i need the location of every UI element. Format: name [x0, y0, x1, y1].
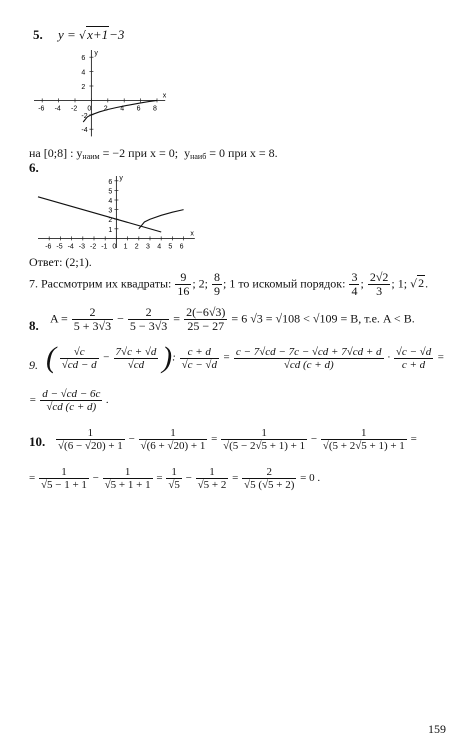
p10-g5-den: √5 (√5 + 2) — [244, 479, 295, 491]
p10-eq2: = — [410, 433, 417, 446]
p8-rest: = 6 √3 = √108 < √109 = B, т.е. A < B. — [231, 311, 415, 326]
p7-mid: ; 1 то искомый порядок: — [223, 276, 346, 291]
p10-g2-den: √5 + 1 + 1 — [104, 479, 151, 491]
p10-frac-2 — [139, 427, 208, 452]
p8-minus: − — [117, 311, 124, 326]
p10-m2: − — [310, 433, 318, 446]
x-tick-label: 4 — [120, 105, 125, 113]
p9-minus: − — [102, 351, 110, 364]
p9-end: . — [106, 394, 109, 407]
x-tick-label: 3 — [146, 243, 150, 251]
y-tick-label: -2 — [81, 112, 88, 120]
p10-end: = 0 . — [300, 472, 321, 485]
y-tick-label: 4 — [81, 69, 86, 77]
p7-frac-2 — [212, 271, 222, 298]
p8-frac-3 — [184, 306, 227, 333]
answer-5-min-sub: наим — [82, 152, 100, 161]
p10-eq4: = — [232, 472, 239, 485]
p8-eq: = — [173, 311, 181, 326]
x-tick-label: -3 — [78, 243, 86, 251]
answer-5-max: = 0 при x = 8. — [209, 146, 278, 160]
p8-f1-den: 5 + 3√3 — [73, 319, 112, 333]
p10-g1-den: √5 − 1 + 1 — [40, 479, 87, 491]
y-tick-label: 4 — [108, 198, 113, 205]
p8-f2-den: 5 − 3√3 — [129, 319, 168, 333]
p8-a: A = — [50, 311, 68, 326]
x-tick-label: -6 — [45, 243, 52, 251]
problem-9-line-1 — [46, 343, 444, 373]
p10-eq1: = — [211, 433, 218, 446]
x-tick-label: 6 — [179, 243, 184, 251]
x-tick-label: -2 — [90, 243, 97, 251]
problem-6-number: 6. — [29, 160, 39, 175]
p7-f3-den: 4 — [351, 284, 358, 298]
p10-g1-num: 1 — [39, 466, 89, 479]
p9-frac-a — [60, 346, 99, 371]
y-axis-label: y — [119, 174, 123, 182]
p8-f1-num: 2 — [72, 306, 113, 320]
x-tick-label: 5 — [168, 243, 173, 251]
problem-7-text: 7. Рассмотрим их квадраты: — [29, 276, 172, 291]
p7-frac-1 — [175, 271, 191, 298]
x-tick-label: 1 — [123, 243, 128, 251]
p9-dot: · — [387, 351, 391, 364]
p7-end-rad: 2 — [418, 276, 425, 291]
x-tick-label: -2 — [71, 105, 78, 113]
problem-5-equation: y = √x+1−3 — [58, 27, 125, 42]
p7-f2-num: 8 — [214, 270, 221, 284]
p8-frac-1 — [72, 306, 113, 333]
p9-e-den: c + d — [401, 358, 426, 371]
problem-8 — [50, 306, 415, 333]
p7-f3-num: 3 — [351, 270, 358, 284]
y-tick-label: 6 — [81, 55, 86, 63]
y-tick-label: 3 — [108, 207, 113, 215]
p10-f3-den: √(5 − 2√5 + 1) + 1 — [223, 440, 306, 452]
p10-g3-num: 1 — [166, 466, 182, 479]
y-tick-label: -4 — [81, 127, 88, 135]
p10-g1 — [39, 466, 89, 491]
p10-f3-num: 1 — [221, 427, 307, 440]
p9-frac-e — [394, 346, 433, 371]
problem-5-number: 5. — [33, 27, 43, 42]
linear-graph — [38, 197, 161, 232]
problem-10-number: 10. — [29, 434, 46, 449]
y-tick-label: 5 — [108, 188, 113, 196]
p8-f3-den: 25 − 27 — [187, 319, 225, 333]
problem-5-radicand: x+1 — [87, 27, 109, 42]
x-tick-label: 0 — [87, 105, 92, 113]
p10-g3 — [166, 466, 182, 491]
p10-f1-num: 1 — [56, 427, 125, 440]
p10-g5-num: 2 — [242, 466, 296, 479]
p9-frac-c — [180, 346, 219, 371]
p10-f4-den: √(5 + 2√5 + 1) + 1 — [322, 440, 405, 452]
p8-f3-num: 2(−6√3) — [186, 305, 226, 319]
p9-rparen: ) — [162, 341, 173, 374]
p9-l2-eq: = — [29, 394, 37, 407]
p7-frac-3 — [349, 271, 359, 298]
p9-frac-g — [40, 388, 102, 413]
p10-g4-num: 1 — [196, 466, 229, 479]
x-axis-label: x — [190, 230, 194, 238]
p9-eq2: = — [436, 351, 445, 364]
x-tick-label: -5 — [56, 243, 63, 251]
p10-m1: − — [128, 433, 135, 446]
y-tick-label: 2 — [81, 84, 86, 91]
p10-l2-eq: = — [29, 472, 36, 485]
p9-lparen: ( — [46, 341, 56, 374]
p9-eq: = — [222, 351, 231, 364]
p7-frac-4 — [368, 271, 391, 298]
y-tick-label: 1 — [108, 226, 113, 234]
graph-problem-5 — [28, 42, 173, 142]
p9-colon: : — [172, 351, 176, 364]
answer-5-y: y — [184, 146, 191, 160]
p7-sep1: ; 2; — [192, 276, 209, 291]
p10-frac-1 — [56, 427, 125, 452]
p9-a-num: √c — [60, 346, 99, 359]
x-tick-label: 2 — [103, 105, 108, 113]
p7-sep4: ; 1; — [391, 276, 408, 291]
x-tick-label: 0 — [112, 243, 117, 251]
y-axis-label: y — [94, 50, 98, 58]
problem-8-number: 8. — [29, 318, 39, 333]
answer-5-prefix: на [0;8] : y — [29, 146, 83, 160]
p9-b-num: 7√c + √d — [115, 345, 157, 358]
p7-f1-den: 16 — [177, 284, 190, 298]
p10-frac-4 — [321, 427, 407, 452]
p9-d-num: c − 7√cd − 7c − √cd + 7√cd + d — [235, 345, 382, 358]
problem-10-line-2 — [29, 466, 320, 491]
y-tick-label: 6 — [108, 178, 113, 186]
p10-f2-den: √(6 + √20) + 1 — [140, 440, 206, 452]
answer-5-max-sub: наиб — [190, 152, 207, 161]
p9-e-num: √c − √d — [395, 345, 432, 358]
p10-f1-den: √(6 − √20) + 1 — [58, 440, 123, 452]
graph-5-content — [34, 50, 167, 136]
p9-g-den: √cd (c + d) — [46, 401, 97, 413]
x-tick-label: 8 — [153, 105, 157, 113]
p9-a-den: √cd − d — [61, 358, 97, 371]
graph-problem-6 — [28, 170, 198, 252]
x-tick-label: 6 — [136, 105, 141, 113]
p10-g2 — [103, 466, 153, 491]
problem-7: 7. Рассмотрим их квадраты: $\frac{9}{16}$ ; 2; $\frac{8}{9}$ ; 1 то искомый порядок: $\frac{3}{4}$ ; $\frac{2√2}{3}$ ; 1; √2. — [29, 270, 429, 298]
p10-frac-3 — [221, 427, 307, 452]
p10-g4 — [196, 466, 229, 491]
x-tick-label: -6 — [38, 105, 45, 113]
p10-g3-den: √5 — [168, 479, 180, 491]
x-tick-label: -4 — [67, 243, 74, 251]
p7-f2-den: 9 — [214, 284, 221, 298]
p9-frac-d — [234, 346, 384, 371]
problem-10-line-1 — [55, 427, 417, 452]
p7-f4-num: 2√2 — [369, 270, 389, 284]
p7-sep3: ; — [360, 276, 364, 291]
x-axis-label: x — [162, 92, 167, 100]
p10-f4-num: 1 — [321, 427, 407, 440]
p10-m4: − — [185, 472, 192, 485]
problem-5-tail: −3 — [109, 27, 125, 42]
x-tick-label: -1 — [101, 243, 108, 251]
p8-f2-num: 2 — [128, 306, 169, 320]
problem-9-number: 9. — [29, 358, 38, 372]
p10-m3: − — [92, 472, 99, 485]
p8-frac-2 — [128, 306, 169, 333]
p10-eq3: = — [156, 472, 163, 485]
problem-9-line-2 — [29, 388, 109, 413]
p9-d-den: √cd (c + d) — [283, 358, 334, 371]
answer-5-min: = −2 при x = 0; — [102, 146, 179, 160]
p7-f1-num: 9 — [175, 271, 191, 285]
problem-6-answer: Ответ: (2;1). — [29, 255, 92, 269]
sqrt-curve — [139, 210, 184, 229]
p9-g-num: d − √cd − 6c — [42, 388, 101, 400]
p10-g5 — [242, 466, 296, 491]
p9-b-den: √cd — [127, 358, 145, 371]
x-tick-label: 2 — [134, 243, 139, 251]
graph-6-content — [38, 175, 195, 251]
x-tick-label: -4 — [54, 105, 61, 113]
p10-g2-num: 1 — [103, 466, 153, 479]
p7-end: . — [425, 276, 429, 291]
p10-f2-num: 1 — [139, 427, 208, 440]
y-tick-label: 2 — [108, 217, 113, 225]
p9-c-num: c + d — [180, 346, 219, 359]
problem-5-eq-lhs: y = — [58, 27, 80, 42]
p10-g4-den: √5 + 2 — [197, 479, 227, 491]
page-number: 159 — [428, 722, 446, 736]
p7-f4-den: 3 — [376, 284, 383, 298]
x-tick-label: 4 — [157, 243, 162, 251]
problem-5-answer — [29, 146, 278, 161]
p9-c-den: √c − √d — [181, 358, 217, 371]
p9-frac-b — [114, 346, 159, 371]
